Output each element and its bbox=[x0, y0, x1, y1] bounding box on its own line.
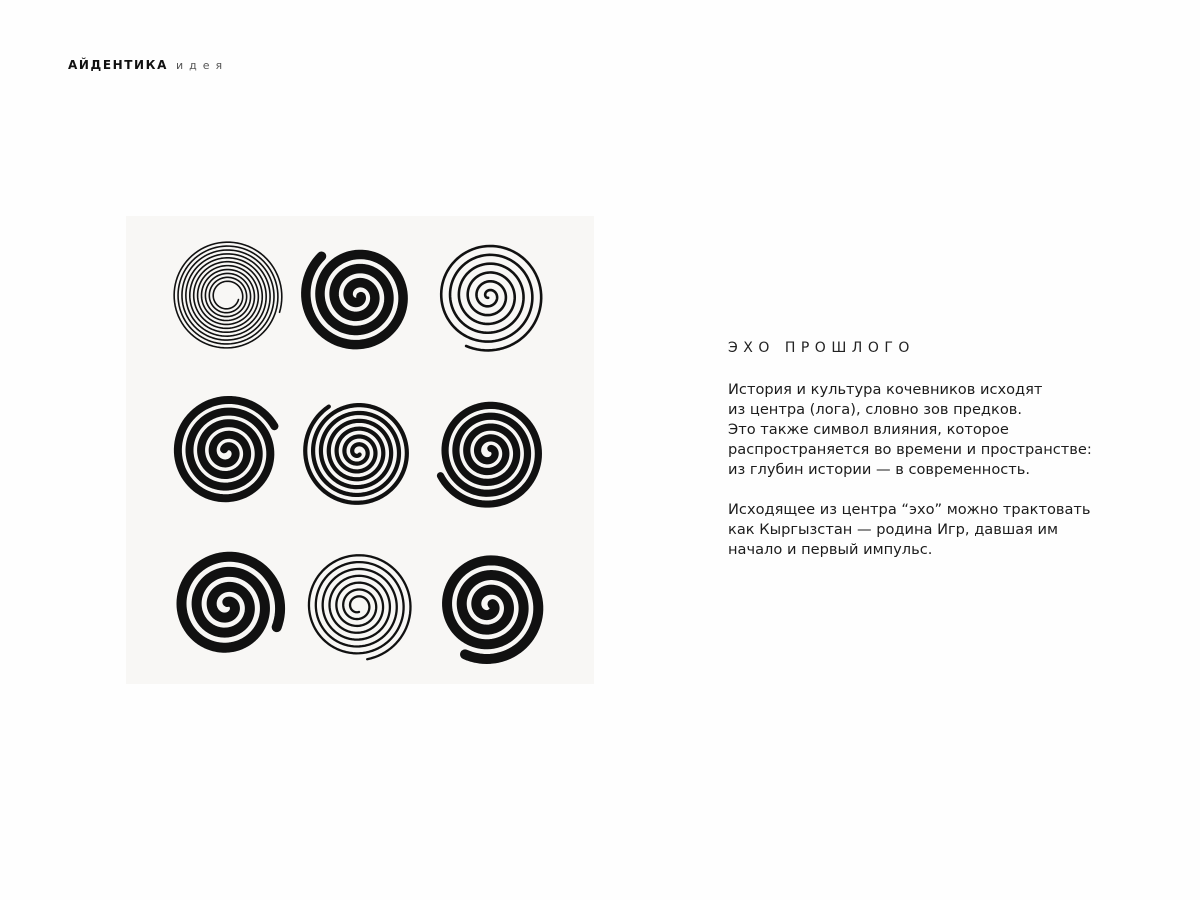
section-subtitle: идея bbox=[175, 59, 229, 72]
spiral-1 bbox=[174, 242, 282, 348]
spiral-7 bbox=[181, 557, 280, 648]
paragraph-history: История и культура кочевников исходят из центра (лога), словно зов предков. Это также символ влияния, которое распространяется во времени и пространстве: из глубин истории — в современность. bbox=[728, 381, 1092, 478]
spiral-4 bbox=[178, 400, 275, 498]
spiral-9 bbox=[447, 560, 538, 659]
spiral-5 bbox=[305, 405, 407, 503]
spiral-2 bbox=[306, 254, 403, 344]
section-title: ЭХО ПРОШЛОГО bbox=[728, 340, 915, 356]
brand-title: АЙДЕНТИКА bbox=[68, 58, 168, 72]
page-header bbox=[68, 58, 228, 72]
spiral-6 bbox=[440, 405, 538, 504]
text-block bbox=[728, 340, 1168, 560]
paragraph-echo: Исходящее из центра “эхо” можно трактовать как Кыргызстан — родина Игр, давшая им начало и первый импульс. bbox=[728, 501, 1091, 558]
spiral-illustration bbox=[126, 216, 594, 684]
spiral-grid bbox=[126, 216, 594, 684]
spiral-3 bbox=[441, 246, 541, 350]
spiral-8 bbox=[309, 555, 411, 659]
